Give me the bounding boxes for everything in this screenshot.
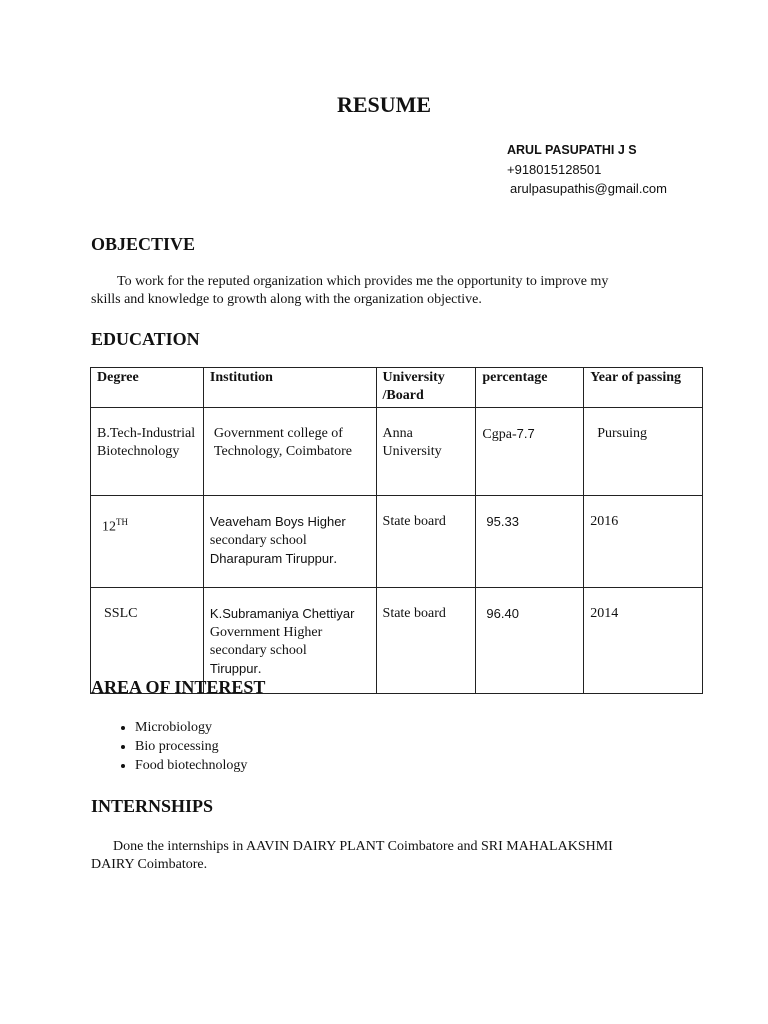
list-item: • Food biotechnology (135, 756, 247, 775)
cell-institution: K.Subramaniya Chettiyar Government Higher secondary school Tiruppur. (203, 588, 376, 694)
table-header-row (91, 368, 703, 408)
email-address: arulpasupathis@gmail.com (510, 181, 667, 196)
cell-year: Pursuing (584, 408, 703, 496)
cell-board: Anna University (376, 408, 476, 496)
cell-score: 95.33 (476, 496, 584, 588)
header-year: Year of passing (584, 368, 703, 408)
institution-line-1: Veaveham Boys Higher (209, 514, 346, 529)
institution-line-3: Dharapuram Tiruppur (209, 551, 334, 566)
cell-board: State board (376, 496, 476, 588)
cell-board: State board (376, 588, 476, 694)
list-item: • Microbiology (135, 718, 247, 737)
header-university: University /Board (376, 368, 476, 408)
table-row (91, 408, 703, 496)
institution-line-1: K.Subramaniya Chettiyar (209, 606, 355, 621)
cell-degree: B.Tech-Industrial Biotechnology (91, 408, 204, 496)
phone-number: +918015128501 (507, 162, 602, 177)
internships-line-2: DAIRY Coimbatore. (91, 857, 208, 872)
education-table (90, 367, 703, 694)
candidate-name: ARUL PASUPATHI J S (507, 143, 637, 157)
header-degree: Degree (91, 368, 204, 408)
cell-institution: Veaveham Boys Higher secondary school Dharapuram Tiruppur. (203, 496, 376, 588)
score-value: 7.7 (516, 426, 535, 441)
education-heading: EDUCATION (91, 329, 200, 349)
cell-score: 96.40 (476, 588, 584, 694)
cell-score (476, 408, 584, 496)
internships-line-1: Done the internships in AAVIN DAIRY PLANT Coimbatore and SRI MAHALAKSHMI (113, 839, 613, 854)
institution-line-3: secondary school (209, 643, 307, 658)
list-item: • Bio processing (135, 737, 247, 756)
institution-line-2: secondary school (209, 533, 307, 548)
header-percentage: percentage (476, 368, 584, 408)
degree-base: 12 (102, 519, 116, 535)
table-row (91, 496, 703, 588)
page-title: RESUME (336, 92, 432, 117)
interests-list (108, 718, 247, 775)
objective-heading: OBJECTIVE (91, 234, 196, 254)
cell-institution: Government college of Technology, Coimbatore (203, 408, 376, 496)
internships-text (91, 838, 681, 874)
institution-line-4: Tiruppur (209, 661, 258, 676)
cell-degree: SSLC (91, 588, 204, 694)
cell-year: 2014 (584, 588, 703, 694)
interests-heading: AREA OF INTEREST (91, 677, 266, 697)
objective-line-2: skills and knowledge to growth along with the organization objective. (91, 292, 482, 307)
objective-text (91, 273, 681, 309)
degree-superscript: TH (116, 517, 128, 527)
objective-line-1: To work for the reputed organization which provides me the opportunity to improve my (117, 274, 609, 289)
score-prefix: Cgpa- (482, 427, 517, 442)
contact-block (507, 141, 667, 198)
cell-degree (91, 496, 204, 588)
institution-line-2: Government Higher (209, 625, 323, 640)
header-institution: Institution (203, 368, 376, 408)
internships-heading: INTERNSHIPS (91, 796, 214, 816)
cell-year: 2016 (584, 496, 703, 588)
